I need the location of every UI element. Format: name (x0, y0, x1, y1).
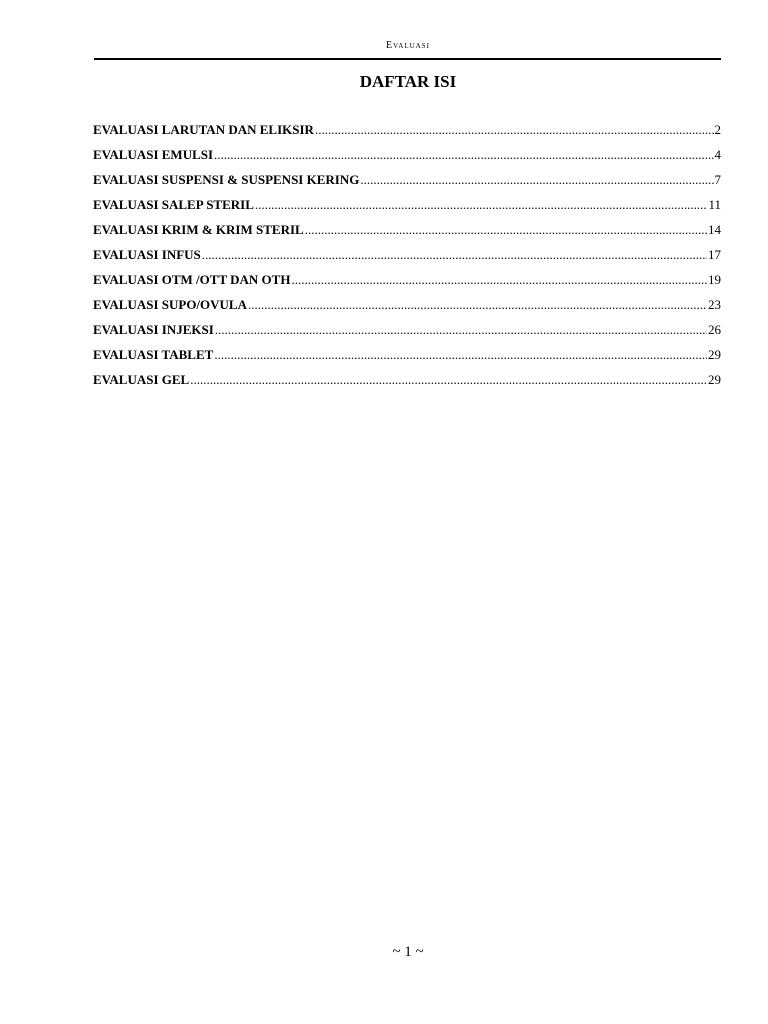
dot-leader (215, 321, 707, 339)
dot-leader (305, 221, 707, 239)
toc-entry-page: 29 (708, 347, 721, 362)
dot-leader (214, 146, 713, 164)
toc-entry-label: EVALUASI LARUTAN DAN ELIKSIR (93, 122, 314, 137)
dot-leader (202, 246, 707, 264)
toc-entry[interactable] (93, 171, 721, 196)
toc-entry-page: 7 (714, 172, 721, 187)
toc-entry[interactable] (93, 196, 721, 221)
toc-entry-page: 14 (708, 222, 721, 237)
toc-entry[interactable] (93, 146, 721, 171)
toc-entry-label: EVALUASI INFUS (93, 247, 201, 262)
toc-list (93, 121, 721, 396)
dot-leader (248, 296, 707, 314)
toc-entry-label: EVALUASI SUPO/OVULA (93, 297, 247, 312)
toc-entry-label: EVALUASI EMULSI (93, 147, 214, 162)
dot-leader (255, 196, 708, 214)
toc-entry-label: EVALUASI KRIM & KRIM STERIL (93, 222, 304, 237)
toc-entry-page: 26 (708, 322, 721, 337)
toc-entry[interactable] (93, 296, 721, 321)
toc-entry-page: 17 (708, 247, 721, 262)
running-header: Evaluasi (386, 40, 430, 51)
toc-entry[interactable] (93, 246, 721, 271)
toc-entry[interactable] (93, 221, 721, 246)
toc-entry-page: 4 (714, 147, 721, 162)
toc-entry-label: EVALUASI GEL (93, 372, 190, 387)
toc-entry-label: EVALUASI SALEP STERIL (93, 197, 254, 212)
toc-entry-label: EVALUASI OTM /OTT DAN OTH (93, 272, 291, 287)
toc-entry[interactable] (93, 346, 721, 371)
toc-entry[interactable] (93, 121, 721, 146)
toc-entry-page: 29 (708, 372, 721, 387)
toc-entry[interactable] (93, 271, 721, 296)
toc-entry[interactable] (93, 321, 721, 346)
dot-leader (190, 371, 707, 389)
toc-entry-label: EVALUASI SUSPENSI & SUSPENSI KERING (93, 172, 360, 187)
toc-entry-label: EVALUASI INJEKSI (93, 322, 214, 337)
toc-entry-page: 2 (714, 122, 721, 137)
dot-leader (214, 346, 707, 364)
toc-entry-page: 19 (708, 272, 721, 287)
toc-entry-page: 11 (708, 197, 721, 212)
toc-entry[interactable] (93, 371, 721, 396)
dot-leader (360, 171, 713, 189)
header-rule (94, 58, 721, 60)
page-number: ~ 1 ~ (392, 944, 424, 960)
toc-title: DAFTAR ISI (359, 72, 457, 91)
dot-leader (315, 121, 714, 139)
toc-entry-label: EVALUASI TABLET (93, 347, 214, 362)
toc-entry-page: 23 (708, 297, 721, 312)
dot-leader (291, 271, 707, 289)
